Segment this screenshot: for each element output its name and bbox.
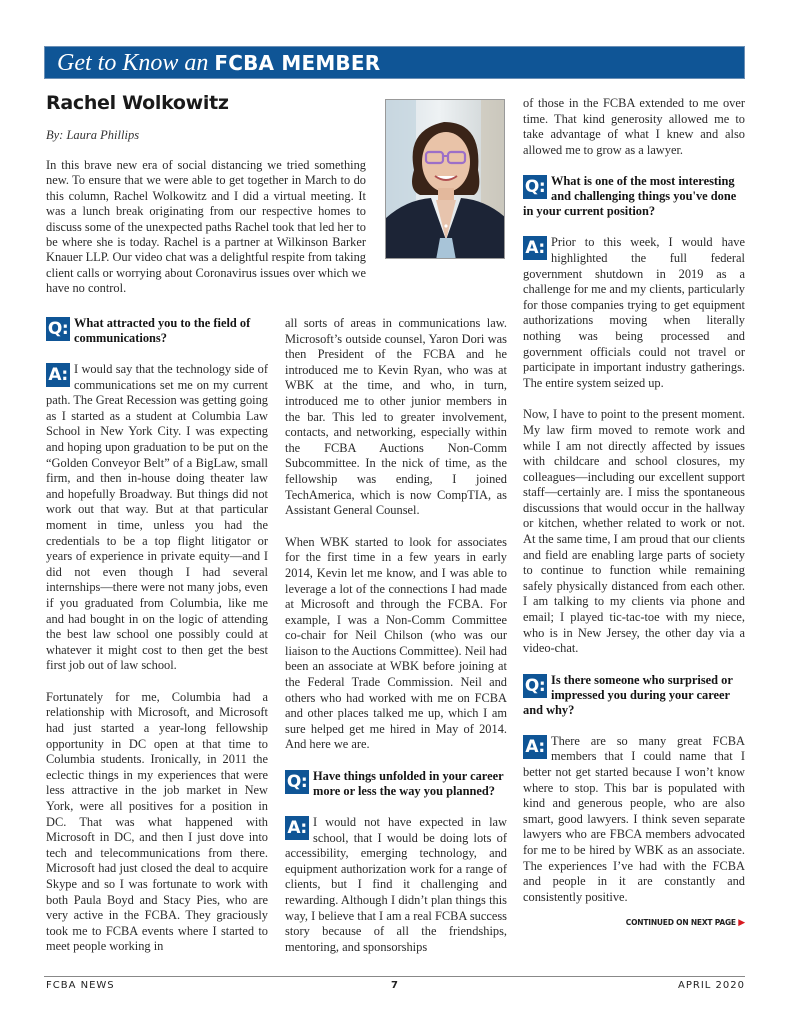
section-banner xyxy=(44,46,745,79)
banner-lead: Get to Know an xyxy=(57,50,209,76)
a-badge: A: xyxy=(523,236,547,260)
banner-strong: FCBA MEMBER xyxy=(214,51,381,75)
answer-paragraph: all sorts of areas in communications law. Microsoft’s outside counsel, Yaron Dori was then President of the FCBA and he introduced me to Kevin Ryan, who was at WBK at the time, and who, in turn, introduced me to other junior members in the bar. This led to greater involvement, contacts, and networking, especially within the FCBA Auctions Non-Comm Subcommittee. In the nick of time, as the fellowship was ending, I joined TechAmerica, which is now CompTIA, as Assistant General Counsel. xyxy=(285,316,507,518)
triangle-right-icon: ▶ xyxy=(738,918,745,929)
q-badge: Q: xyxy=(286,772,308,793)
question-text: What is one of the most interesting and challenging things you've done in your current position? xyxy=(523,174,737,219)
question-text: Is there someone who surprised or impressed you during your career and why? xyxy=(523,672,733,717)
answer-text: I would say that the technology side of communications set me on my current path. The Great Recession was getting going as I started as a student at Columbia Law School in New York City. I was expecting and hoping upon graduation to be put on the “Golden Conveyor Belt” of a BigLaw, small firm, and then in-house doing theater law and hopefully Broadway. But things did not work out that way. But at that particular moment in time, unless you had the credentials to be a top flight litigator or years of experience in private equity—and I did not even though I had several internships—there were not many jobs, even if you graduated from Columbia, like me and had bought in on the logic of attending the best law school one possibly could at whatever it might cost to then get the best first job out of law school. xyxy=(46,362,268,673)
footer-divider xyxy=(44,976,745,977)
answer-paragraph: Now, I have to point to the present moment. My law firm moved to remote work and while I am not directly affected by issues with childcare and school closures, my colleagues—including our excellent support staff—certainly are. I miss the spontaneous discussions that would occur in the hallway or kitchen, whether related to work or not. At the same time, I am proud that our clients and field are enabling large parts of society to continue to function while remaining safely physically distanced from each other. I am talking to my clients via phone and email; I played tic-tac-toe with my niece, who is in New Jersey, the other day via a video-chat. xyxy=(523,407,745,656)
question-3 xyxy=(523,174,745,219)
q-badge: Q: xyxy=(524,177,546,198)
question-4 xyxy=(523,673,745,718)
question-text: What attracted you to the field of communications? xyxy=(74,316,251,345)
answer-paragraph: Fortunately for me, Columbia had a relationship with Microsoft, and Microsoft had just started a year-long fellowship opportunity in DC open at that time to Columbia students. Ironically, in 2011 the eclectic things in my experiences that were less attractive in the job market in New York, were all positives for a position in DC. That was what happened with Microsoft in DC, and then I just dove into tech and telecommunications from there. Microsoft had just closed the deal to acquire Skype and so I was fortunate to work with both Paula Boyd and Stacy Pies, who are very active in the FCBA. They graciously took me to FCBA events where I started to meet people working in xyxy=(46,689,268,954)
answer-paragraph: of those in the FCBA extended to me over time. That kind generosity allowed me to take advantage of what I knew and also allowed me to grow as a lawyer. xyxy=(523,96,745,157)
column-2 xyxy=(285,316,507,971)
answer-paragraph: When WBK started to look for associates for the first time in a few years in early 2014, Kevin let me know, and I was able to leverage a lot of the connections I had made at Microsoft and through the FCBA. For example, I was a Non-Comm Committee co-chair for Neil Chilson (who was our liaison to the Auctions Committee). Neil had been an associate at WBK before joining at the Federal Trade Commission. Neil and others who had worked with me on FCBA and other places talked me up, which I am sure helped get me hired in May of 2014. And here we are. xyxy=(285,534,507,752)
page-number: 7 xyxy=(391,980,399,991)
q-badge: Q: xyxy=(524,675,546,696)
byline: By: Laura Phillips xyxy=(46,128,140,142)
question-1 xyxy=(46,316,268,346)
question-2 xyxy=(285,769,507,799)
answer-paragraph xyxy=(46,362,268,674)
member-name: Rachel Wolkowitz xyxy=(46,92,229,114)
intro-paragraph: In this brave new era of social distancing we tried something new. To ensure that we were able to get together in March to do this column, Rachel Wolkowitz and I did a virtual meeting. It was a lunch break originating from our respective homes to discuss some of the unexpected paths Rachel took that led her to be where she is today. Rachel is a partner at Wilkinson Barker Knauer LLP. Our video chat was a delightful respite from taking client calls or worrying about Coronavirus issues over which we have no control. xyxy=(46,158,366,296)
q-badge: Q: xyxy=(47,319,69,339)
portrait-image-icon xyxy=(386,100,505,259)
answer-text: Prior to this week, I would have highlighted the full federal government shutdown in 2019 as a challenge for me and my clients, particularly for those companies trying to get equipment authorizations moving when literally nothing was being processed and government officials could not travel or participate in important industry gatherings. The entire system seized up. xyxy=(523,235,745,390)
footer-publication: FCBA NEWS xyxy=(46,980,115,991)
answer-paragraph xyxy=(285,815,507,955)
continued-label: CONTINUED ON NEXT PAGE xyxy=(625,918,736,928)
column-1 xyxy=(46,316,268,971)
continued-link[interactable] xyxy=(523,915,745,932)
a-badge: A: xyxy=(46,363,70,387)
answer-text: I would not have expected in law school, that I would be doing lots of accessibility, emerging technology, and equipment authorization work for a range of clients, but I find it challenging and rewarding. Although I didn’t plan things this way, I believe that I am a real FCBA success story because of all the friendships, mentoring, and sponsorships xyxy=(285,815,507,954)
column-3 xyxy=(523,96,745,932)
question-text: Have things unfolded in your career more or less the way you planned? xyxy=(313,769,504,799)
answer-paragraph xyxy=(523,235,745,391)
answer-text: There are so many great FCBA members that I could name that I better not get started because I won’t know where to stop. This bar is populated with kind and generous people, who are also smart, good lawyers. I think seven separate lawyers who are FBCA members advocated for me to be hired by WBK as an associate. The experiences I’ve had with the FCBA and people in it are constantly and consistently positive. xyxy=(523,733,745,904)
a-badge: A: xyxy=(523,735,547,759)
member-photo xyxy=(385,99,505,259)
answer-paragraph xyxy=(523,734,745,906)
a-badge: A: xyxy=(285,816,309,840)
footer-date: APRIL 2020 xyxy=(678,980,745,991)
